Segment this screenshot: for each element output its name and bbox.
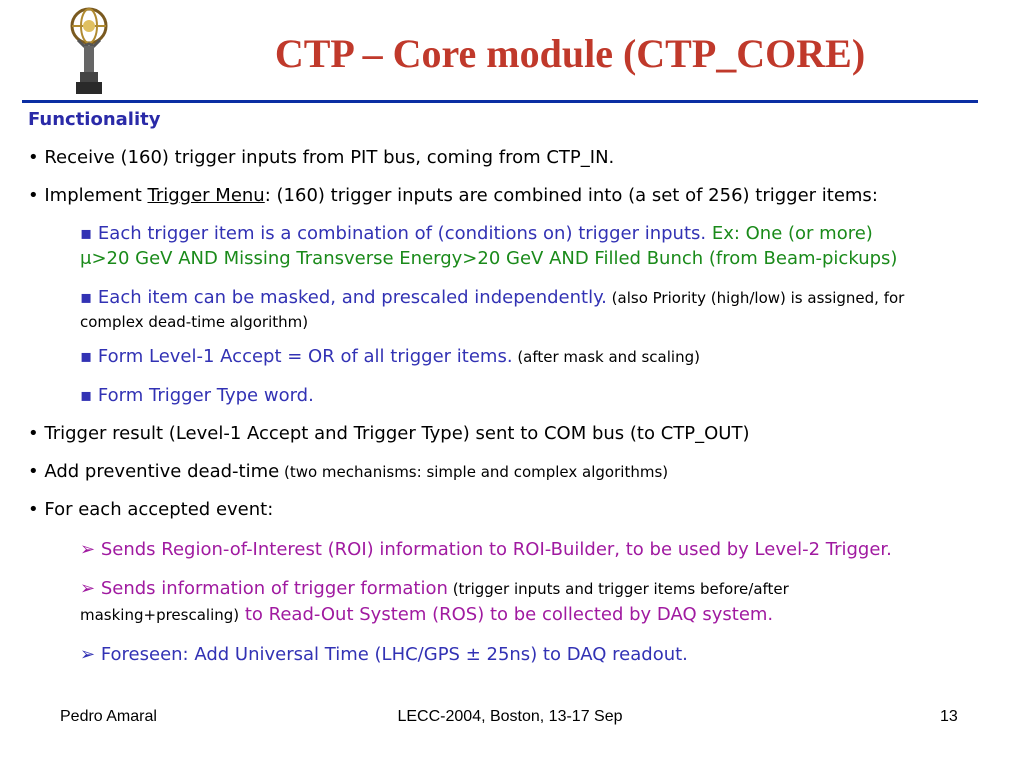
arrow-item-text: Foreseen: Add Universal Time (LHC/GPS ± 25ns) to DAQ readout. (95, 644, 688, 665)
slide-title: CTP – Core module (CTP_CORE) (274, 31, 866, 76)
arrow-item-roi (80, 540, 892, 560)
bullet-trigger-menu (28, 186, 878, 206)
example-text-line2: μ>20 GeV AND Missing Transverse Energy>20 GeV AND Filled Bunch (from Beam-pickups) (80, 248, 898, 269)
bullet-marker: • (28, 423, 39, 444)
arrow-bullet-marker: ➢ (80, 644, 96, 665)
note-text: (trigger inputs and trigger items before/after (447, 580, 789, 598)
example-text: Ex: One (or more) (706, 223, 873, 244)
bullet-receive-inputs (28, 148, 614, 168)
bullet-text: Receive (160) trigger inputs from PIT bus, coming from CTP_IN. (44, 147, 615, 168)
subbullet-text: Form Level-1 Accept = OR of all trigger items. (92, 346, 513, 367)
bullet-text: Implement (44, 185, 148, 206)
bullet-accepted-event (28, 500, 273, 520)
note-text: (also Priority (high/low) is assigned, for (606, 289, 905, 307)
trigger-menu-link: Trigger Menu (147, 185, 265, 206)
arrow-item-formation-line2 (80, 605, 773, 625)
footer-event: LECC-2004, Boston, 13-17 Sep (397, 708, 623, 725)
bullet-dead-time (28, 462, 668, 482)
arrow-item-formation (80, 579, 789, 599)
bullet-marker: • (28, 147, 39, 168)
bullet-text: : (160) trigger inputs are combined into (a set of 256) trigger items: (264, 185, 878, 206)
note-text: (after mask and scaling) (512, 348, 700, 366)
subbullet-mask-prescale (80, 288, 904, 308)
note-text: (two mechanisms: simple and complex algorithms) (279, 463, 669, 481)
arrow-item-text: Sends information of trigger formation (95, 578, 448, 599)
bullet-marker: • (28, 461, 39, 482)
footer-author: Pedro Amaral (60, 708, 157, 725)
arrow-item-universal-time (80, 645, 688, 665)
subbullet-text: Form Trigger Type word. (92, 385, 314, 406)
arrow-bullet-marker: ➢ (80, 539, 96, 560)
arrow-bullet-marker: ➢ (80, 578, 96, 599)
subbullet-trigger-type (80, 386, 314, 406)
arrow-item-text: to Read-Out System (ROS) to be collected by DAQ system. (239, 604, 774, 625)
subbullet-combination (80, 224, 873, 244)
arrow-item-text: Sends Region-of-Interest (ROI) information to ROI-Builder, to be used by Level-2 Trigger. (95, 539, 892, 560)
subbullet-text: Each trigger item is a combination of (conditions on) trigger inputs. (92, 223, 707, 244)
bullet-marker: • (28, 499, 39, 520)
bullet-text: Add preventive dead-time (44, 461, 280, 482)
note-text: masking+prescaling) (80, 606, 240, 624)
square-bullet-marker: ▪ (80, 346, 93, 367)
bullet-text: For each accepted event: (44, 499, 274, 520)
subbullet-text: Each item can be masked, and prescaled independently. (92, 287, 607, 308)
bullet-marker: • (28, 185, 39, 206)
bullet-text: Trigger result (Level-1 Accept and Trigger Type) sent to COM bus (to CTP_OUT) (44, 423, 750, 444)
atlas-logo-icon (64, 6, 114, 98)
square-bullet-marker: ▪ (80, 385, 93, 406)
section-heading: Functionality (28, 109, 161, 130)
note-text-line2: complex dead-time algorithm) (80, 313, 309, 331)
square-bullet-marker: ▪ (80, 223, 93, 244)
footer-page-number: 13 (940, 708, 958, 725)
subbullet-level1-accept (80, 347, 700, 367)
title-divider (22, 100, 978, 103)
bullet-trigger-result (28, 424, 750, 444)
square-bullet-marker: ▪ (80, 287, 93, 308)
